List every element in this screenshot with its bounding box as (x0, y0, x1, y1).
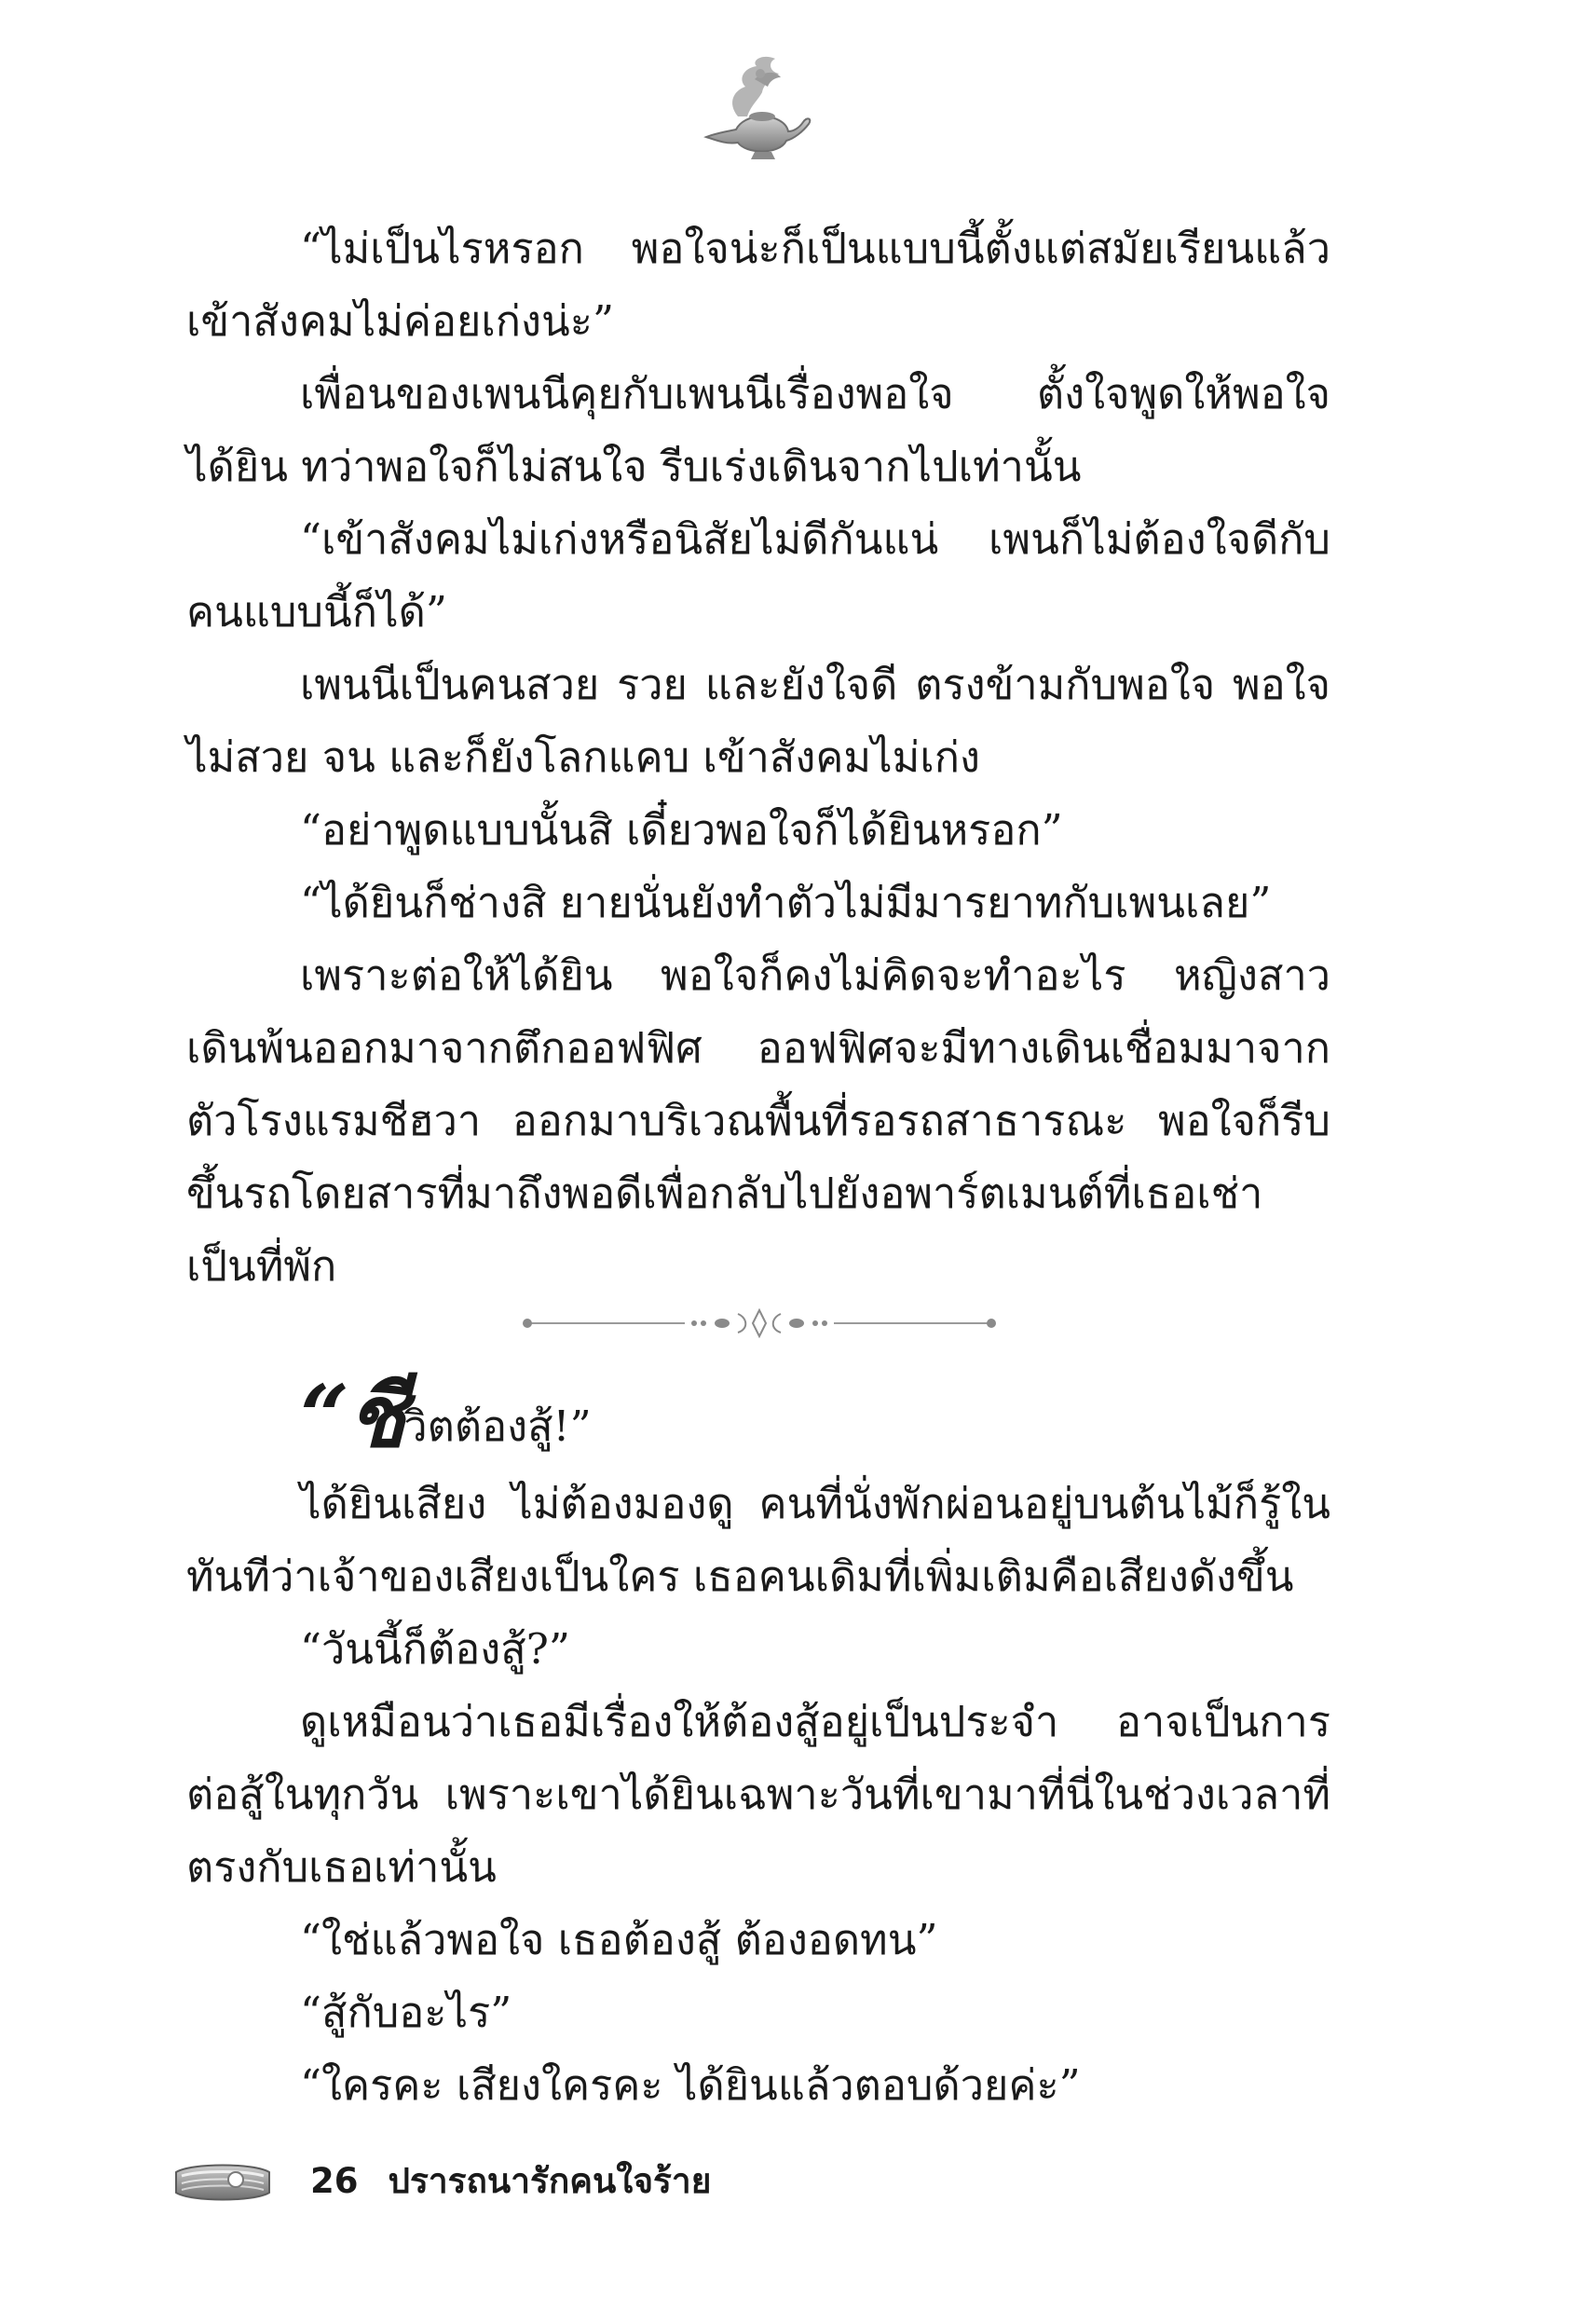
genie-lamp-icon (689, 51, 820, 163)
book-stack-icon (172, 2159, 273, 2202)
paragraph: เพราะต่อให้ได้ยิน พอใจก็คงไม่คิดจะทำอะไร หญิงสาวเดินพ้นออกมาจากตึกออฟฟิศ ออฟฟิศจะมีทางเดินเชื่อมมาจากตัวโรงแรมชีฮวา ออกมาบริเวณพื้นที่รอรถสาธารณะ พอใจก็รีบขึ้นรถโดยสารที่มาถึงพอดีเพื่อกลับไปยังอพาร์ตเมนต์ที่เธอเช่าเป็นที่พัก (186, 950, 1330, 1291)
ornamental-divider-icon (522, 1305, 997, 1342)
page-number: 26 (310, 2160, 359, 2201)
chapter-opening (300, 1366, 592, 1469)
paragraph: “ใช่แล้วพอใจ เธอต้องสู้ ต้องอดทน” (300, 1915, 938, 1964)
paragraph: เพนนีเป็นคนสวย รวย และยังใจดี ตรงข้ามกับพอใจ พอใจไม่สวย จน และก็ยังโลกแคบ เข้าสังคมไม่เก่ง (186, 660, 1330, 782)
paragraph: เพื่อนของเพนนีคุยกับเพนนีเรื่องพอใจ ตั้งใจพูดให้พอใจได้ยิน ทว่าพอใจก็ไม่สนใจ รีบเร่งเดินจากไปเท่านั้น (186, 369, 1330, 491)
paragraph: “วันนี้ก็ต้องสู้?” (300, 1624, 570, 1674)
chapter-opening-rest: วิตต้องสู้!” (403, 1402, 592, 1451)
paragraph: ดูเหมือนว่าเธอมีเรื่องให้ต้องสู้อยู่เป็นประจำ อาจเป็นการต่อสู้ในทุกวัน เพราะเขาได้ยินเฉพาะวันที่เขามาที่นี่ในช่วงเวลาที่ตรงกับเธอเท่านั้น (186, 1697, 1330, 1892)
dropcap-letter: ชี (347, 1366, 404, 1467)
paragraph: “เข้าสังคมไม่เก่งหรือนิสัยไม่ดีกันแน่ เพนก็ไม่ต้องใจดีกับคนแบบนี้ก็ได้” (186, 514, 1330, 636)
dropcap-quote: “ (300, 1366, 348, 1467)
paragraph: “ไม่เป็นไรหรอก พอใจน่ะก็เป็นแบบนี้ตั้งแต่สมัยเรียนแล้ว เข้าสังคมไม่ค่อยเก่งน่ะ” (186, 224, 1330, 346)
paragraph: “ใครคะ เสียงใครคะ ได้ยินแล้วตอบด้วยค่ะ” (300, 2060, 1081, 2110)
body-text-top (186, 212, 1330, 1303)
paragraph: ได้ยินเสียง ไม่ต้องมองดู คนที่นั่งพักผ่อนอยู่บนต้นไม้ก็รู้ในทันทีว่าเจ้าของเสียงเป็นใคร เธอคนเดิมที่เพิ่มเติมคือเสียงดังขึ้น (186, 1479, 1330, 1601)
paragraph: “สู้กับอะไร” (300, 1988, 512, 2037)
paragraph: “ได้ยินก็ช่างสิ ยายนั่นยังทำตัวไม่มีมารยาทกับเพนเลย” (300, 878, 1272, 927)
book-title: ปรารถนารักคนใจร้าย (388, 2160, 712, 2201)
page-footer (172, 2153, 711, 2208)
body-text-bottom (186, 1468, 1330, 2122)
paragraph: “อย่าพูดแบบนั้นสิ เดี๋ยวพอใจก็ได้ยินหรอก” (300, 805, 1063, 855)
